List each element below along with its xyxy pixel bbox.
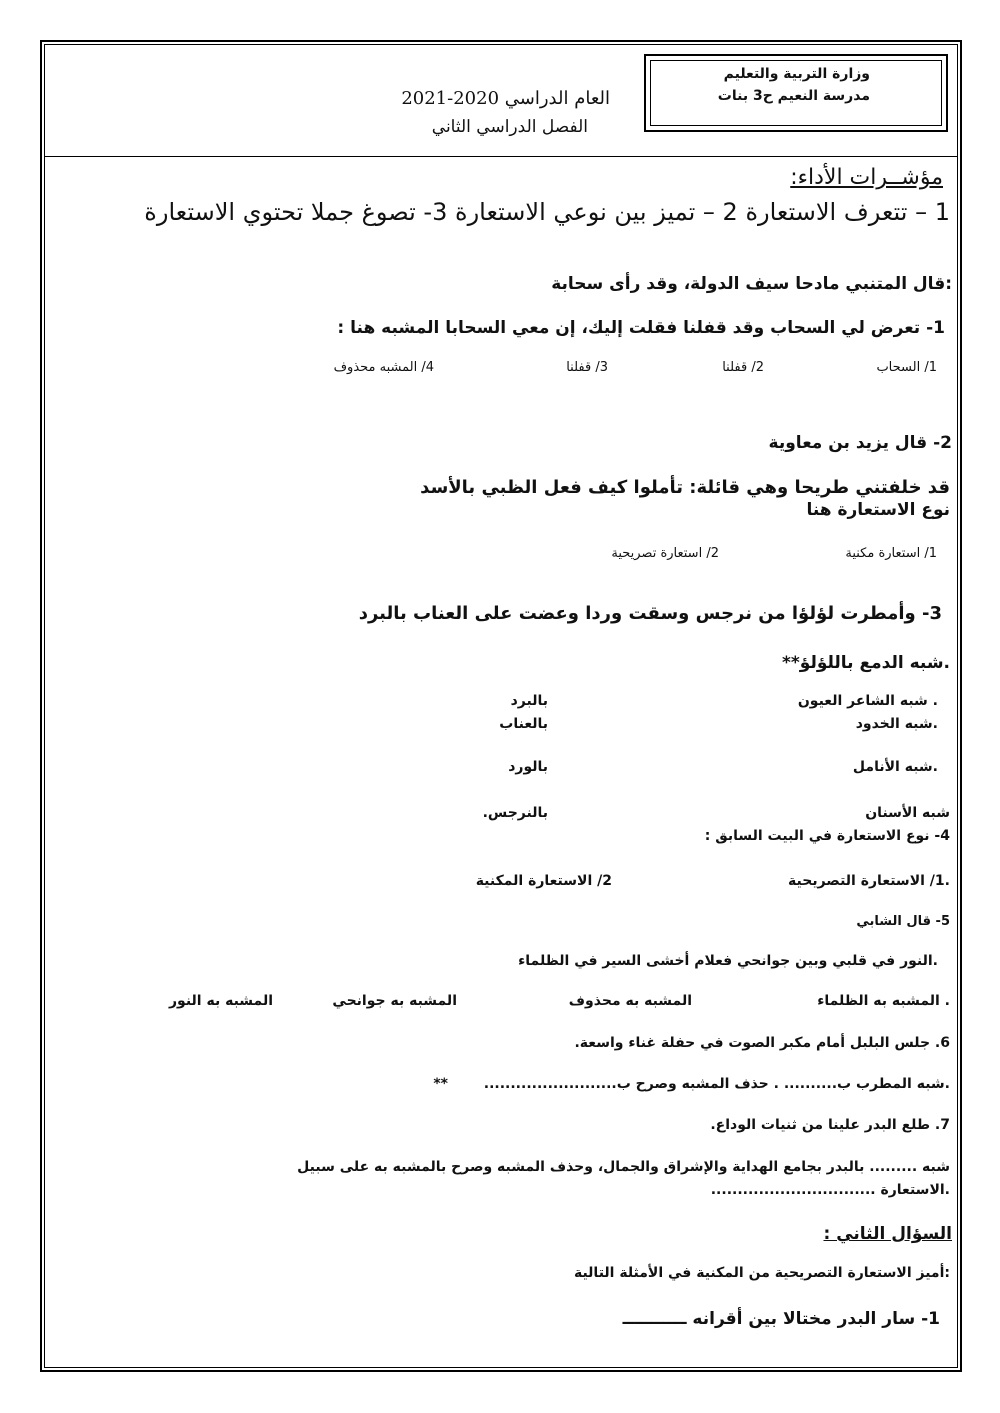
q3-pair-2-left: .شبه الخدود: [855, 716, 938, 732]
q3-pair-3-left: .شبه الأنامل: [852, 759, 938, 775]
q1-option-4[interactable]: 4/ المشبه محذوف: [333, 360, 434, 375]
second-question-item-1: 1- سار البدر مختالا بين أقرانه ـــــــــــ: [622, 1309, 940, 1329]
q2-option-1[interactable]: 1/ استعارة مكنية: [845, 546, 937, 561]
q2-option-2[interactable]: 2/ استعارة تصريحية: [611, 546, 719, 561]
second-question-instruction: :أميز الاستعارة التصريحية من المكنية في الأمثلة التالية: [573, 1265, 950, 1281]
q4-option-1[interactable]: .1/ الاستعارة التصريحية: [788, 873, 950, 889]
q1-text: 1- تعرض لي السحاب وقد قفلنا فقلت إليك، إن معي السحابا المشبه هنا :: [337, 318, 945, 338]
q5-title: 5- قال الشابي: [856, 914, 950, 929]
q7-text: 7. طلع البدر علينا من ثنيات الوداع.: [710, 1117, 950, 1133]
q4-text: 4- نوع الاستعارة في البيت السابق :: [704, 828, 950, 844]
q6-stars: **: [433, 1076, 448, 1092]
q5-option-1[interactable]: . المشبه به الظلماء: [817, 993, 950, 1009]
q3-pair-3-right: بالورد: [508, 759, 548, 775]
q7-line-1: شبه ......... بالبدر بجامع الهداية والإشراق والجمال، وحذف المشبه وصرح بالمشبه به على سبيل: [297, 1159, 950, 1175]
q5-option-2[interactable]: المشبه به محذوف: [568, 993, 692, 1009]
q3-verse: 3- وأمطرت لؤلؤا من نرجس وسقت وردا وعضت على العناب بالبرد: [358, 603, 942, 624]
q6-fill: .شبه المطرب ب.......... . حذف المشبه وصرح ب.........................: [483, 1076, 950, 1092]
q2-title: 2- قال يزيد بن معاوية: [768, 433, 952, 453]
q3-example: .شبه الدمع باللؤلؤ**: [782, 653, 950, 673]
q5-verse: .النور في قلبي وبين جوانحي فعلام أخشى السير في الظلماء: [518, 953, 938, 969]
q7-line-2: .الاستعارة ...............................: [710, 1182, 950, 1198]
indicators-text: 1 – تتعرف الاستعارة 2 – تميز بين نوعي الاستعارة 3- تصوغ جملا تحتوي الاستعارة: [144, 198, 950, 226]
q1-option-3[interactable]: 3/ قفلنا: [566, 360, 608, 375]
q3-pair-1-left: . شبه الشاعر العيون: [797, 693, 938, 709]
academic-year: العام الدراسي 2020-2021: [401, 88, 610, 109]
q1-option-1[interactable]: 1/ السحاب: [876, 360, 937, 375]
intro-text: :قال المتنبي مادحا سيف الدولة، وقد رأى سحابة: [551, 274, 952, 294]
q1-option-2[interactable]: 2/ قفلنا: [722, 360, 764, 375]
q3-pair-4-right: بالنرجس.: [482, 805, 548, 821]
q3-pair-1-right: بالبرد: [510, 693, 548, 709]
q3-pair-4-left: شبه الأسنان: [865, 805, 950, 821]
q3-pair-2-right: بالعناب: [499, 716, 548, 732]
indicators-title: مؤشــرات الأداء:: [790, 165, 943, 190]
school-name: مدرسة النعيم ح3 بنات: [717, 88, 870, 104]
q2-verse: قد خلفتني طريحا وهي قائلة: تأملوا كيف فعل الظبي بالأسد: [420, 477, 950, 498]
q5-option-3[interactable]: المشبه به جوانحي: [332, 993, 457, 1009]
header-divider: [44, 156, 958, 157]
second-question-title: السؤال الثاني :: [823, 1224, 952, 1244]
semester: الفصل الدراسي الثاني: [431, 117, 588, 137]
q2-question: نوع الاستعارة هنا: [806, 500, 950, 520]
q5-option-4[interactable]: المشبه به النور: [169, 993, 273, 1009]
q4-option-2[interactable]: 2/ الاستعارة المكنية: [475, 873, 612, 889]
q6-text: 6. جلس البلبل أمام مكبر الصوت في حفلة غناء واسعة.: [574, 1035, 950, 1051]
ministry-name: وزارة التربية والتعليم: [723, 66, 870, 82]
